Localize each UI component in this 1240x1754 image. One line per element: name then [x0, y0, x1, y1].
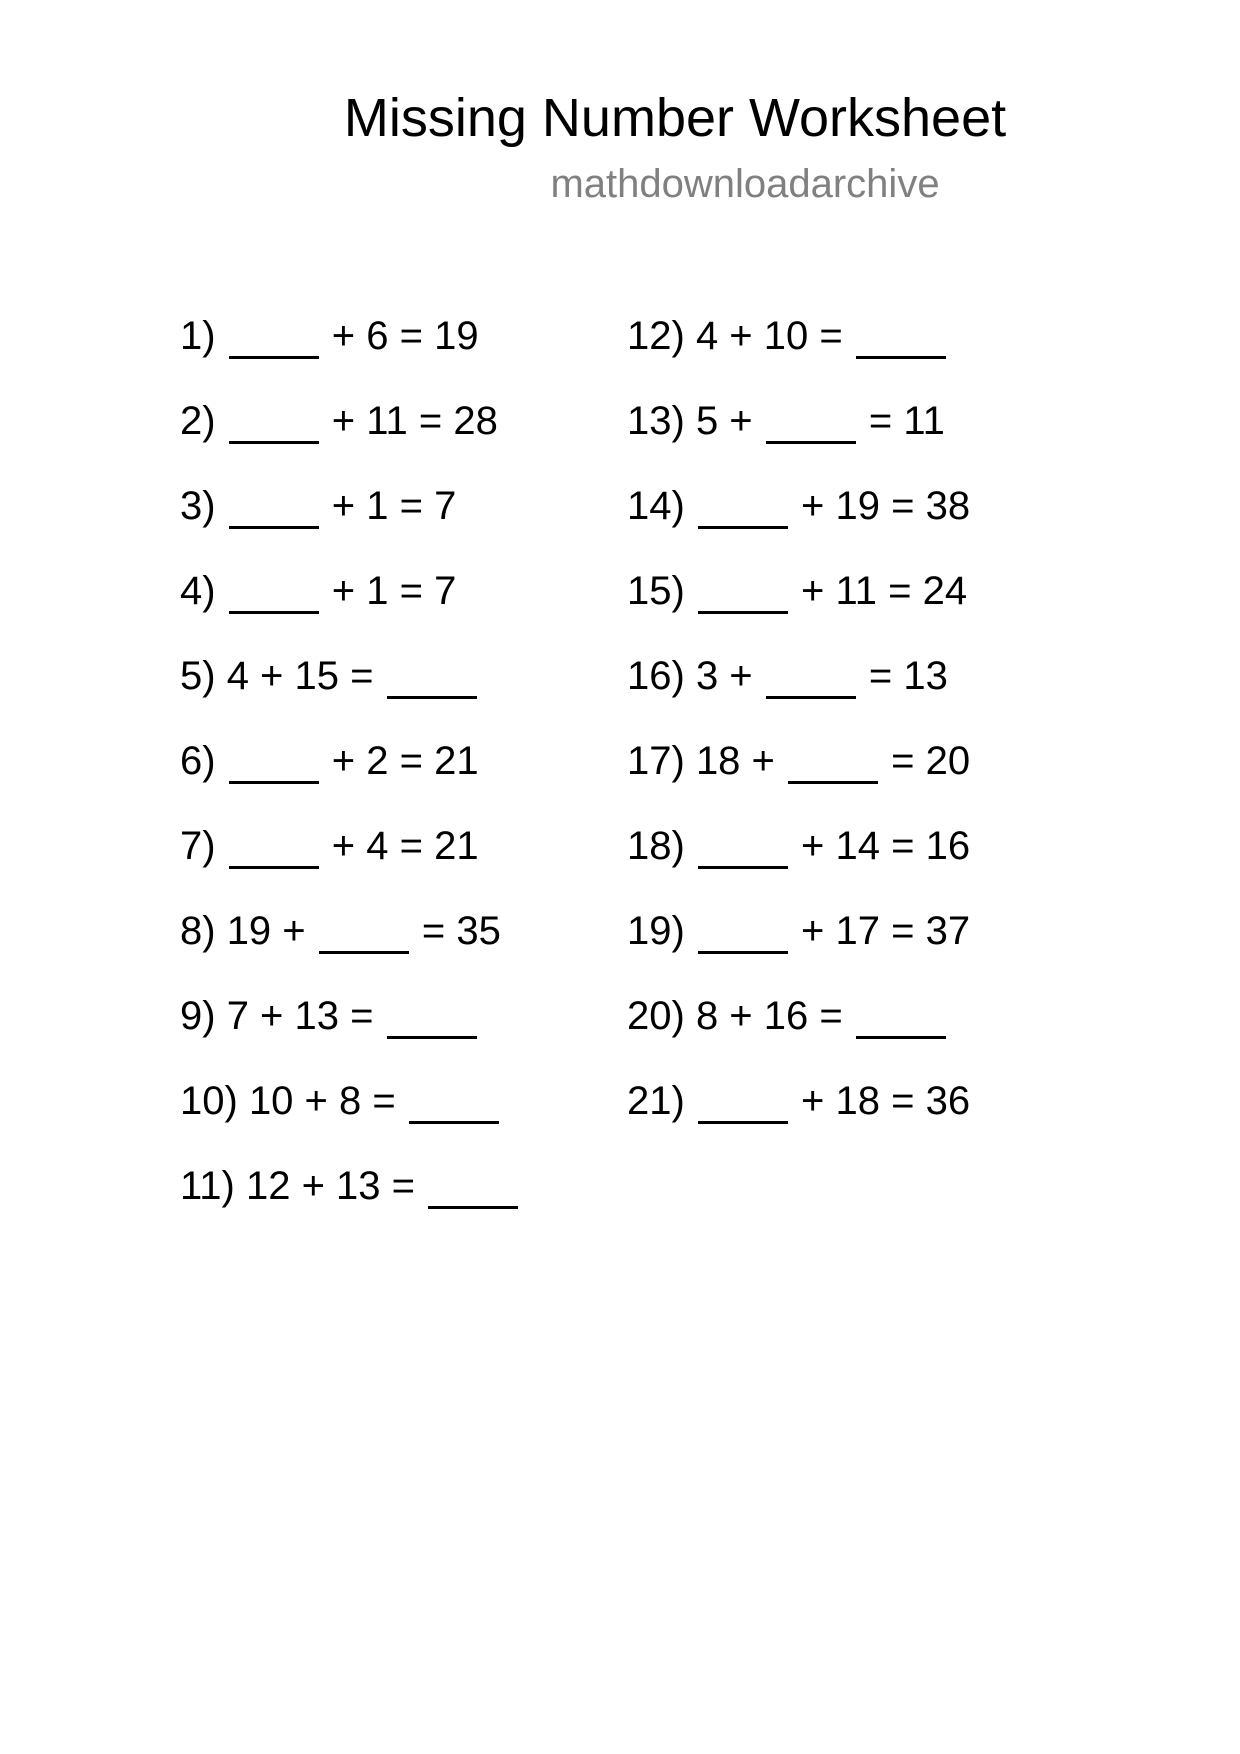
problem-number: 11)	[180, 1164, 246, 1208]
problem-number: 18)	[627, 824, 696, 868]
problem-expression: + 11 = 28	[320, 399, 498, 443]
problem-number: 3)	[180, 484, 227, 528]
problem-item	[627, 821, 970, 906]
answer-blank[interactable]	[229, 486, 319, 529]
problem-item	[627, 651, 970, 736]
problem-number: 21)	[627, 1079, 696, 1123]
problem-expression: 10 + 8 =	[248, 1079, 407, 1123]
problem-expression: 3 +	[695, 654, 764, 698]
problem-expression: + 1 = 7	[320, 569, 457, 613]
problem-number: 2)	[180, 399, 227, 443]
answer-blank[interactable]	[698, 826, 788, 869]
answer-blank[interactable]	[698, 571, 788, 614]
problem-item	[627, 396, 970, 481]
problem-expression: + 4 = 21	[320, 824, 479, 868]
problem-item	[627, 736, 970, 821]
problem-expression: + 17 = 37	[789, 909, 971, 953]
answer-blank[interactable]	[229, 571, 319, 614]
answer-blank[interactable]	[698, 911, 788, 954]
problem-expression: + 14 = 16	[789, 824, 971, 868]
problem-number: 19)	[627, 909, 696, 953]
problem-expression: + 19 = 38	[789, 484, 971, 528]
problem-item	[180, 906, 520, 991]
problem-item	[627, 481, 970, 566]
answer-blank[interactable]	[856, 316, 946, 359]
problem-expression: + 1 = 7	[320, 484, 457, 528]
problem-number: 15)	[627, 569, 696, 613]
problem-number: 12)	[627, 314, 696, 358]
problem-expression: 4 + 10 =	[695, 314, 854, 358]
problem-expression: = 13	[857, 654, 948, 698]
worksheet-title: Missing Number Worksheet	[343, 88, 1007, 148]
problem-item	[180, 396, 520, 481]
problem-item	[627, 991, 970, 1076]
problem-expression: = 35	[410, 909, 501, 953]
answer-blank[interactable]	[788, 741, 878, 784]
problems-right-column	[627, 311, 970, 1161]
answer-blank[interactable]	[229, 316, 319, 359]
problem-number: 8)	[180, 909, 227, 953]
problem-expression: + 11 = 24	[789, 569, 968, 613]
problem-expression: = 20	[880, 739, 971, 783]
problem-item	[180, 736, 520, 821]
answer-blank[interactable]	[428, 1166, 518, 1209]
answer-blank[interactable]	[409, 1081, 499, 1124]
problem-number: 14)	[627, 484, 696, 528]
answer-blank[interactable]	[698, 486, 788, 529]
problem-expression: + 6 = 19	[320, 314, 479, 358]
problem-item	[180, 481, 520, 566]
problems-left-column	[180, 311, 520, 1246]
answer-blank[interactable]	[319, 911, 409, 954]
problem-number: 10)	[180, 1079, 249, 1123]
answer-blank[interactable]	[387, 656, 477, 699]
problem-expression: 4 + 15 =	[226, 654, 385, 698]
problem-number: 13)	[627, 399, 696, 443]
problem-expression: + 2 = 21	[320, 739, 479, 783]
problem-item	[627, 1076, 970, 1161]
problem-number: 16)	[627, 654, 696, 698]
problem-item	[180, 821, 520, 906]
problem-number: 6)	[180, 739, 227, 783]
problem-item	[627, 566, 970, 651]
problem-item	[180, 1076, 520, 1161]
worksheet-subtitle: mathdownloadarchive	[550, 162, 940, 206]
problem-item	[627, 311, 970, 396]
problem-expression: 7 + 13 =	[226, 994, 385, 1038]
problem-number: 1)	[180, 314, 227, 358]
problem-item	[180, 1161, 520, 1246]
problem-number: 4)	[180, 569, 227, 613]
answer-blank[interactable]	[387, 996, 477, 1039]
answer-blank[interactable]	[856, 996, 946, 1039]
answer-blank[interactable]	[229, 401, 319, 444]
problem-number: 17)	[627, 739, 696, 783]
problem-item	[627, 906, 970, 991]
answer-blank[interactable]	[229, 741, 319, 784]
problem-expression: = 11	[857, 399, 945, 443]
problem-number: 7)	[180, 824, 227, 868]
answer-blank[interactable]	[766, 656, 856, 699]
problem-item	[180, 991, 520, 1076]
problem-expression: 8 + 16 =	[695, 994, 854, 1038]
problem-expression: 18 +	[695, 739, 787, 783]
problem-number: 20)	[627, 994, 696, 1038]
problem-expression: 12 + 13 =	[245, 1164, 427, 1208]
problem-expression: + 18 = 36	[789, 1079, 971, 1123]
problem-number: 5)	[180, 654, 227, 698]
problem-expression: 19 +	[226, 909, 317, 953]
answer-blank[interactable]	[698, 1081, 788, 1124]
problem-item	[180, 311, 520, 396]
problem-item	[180, 566, 520, 651]
problem-expression: 5 +	[695, 399, 764, 443]
answer-blank[interactable]	[766, 401, 856, 444]
answer-blank[interactable]	[229, 826, 319, 869]
problem-item	[180, 651, 520, 736]
problem-number: 9)	[180, 994, 227, 1038]
